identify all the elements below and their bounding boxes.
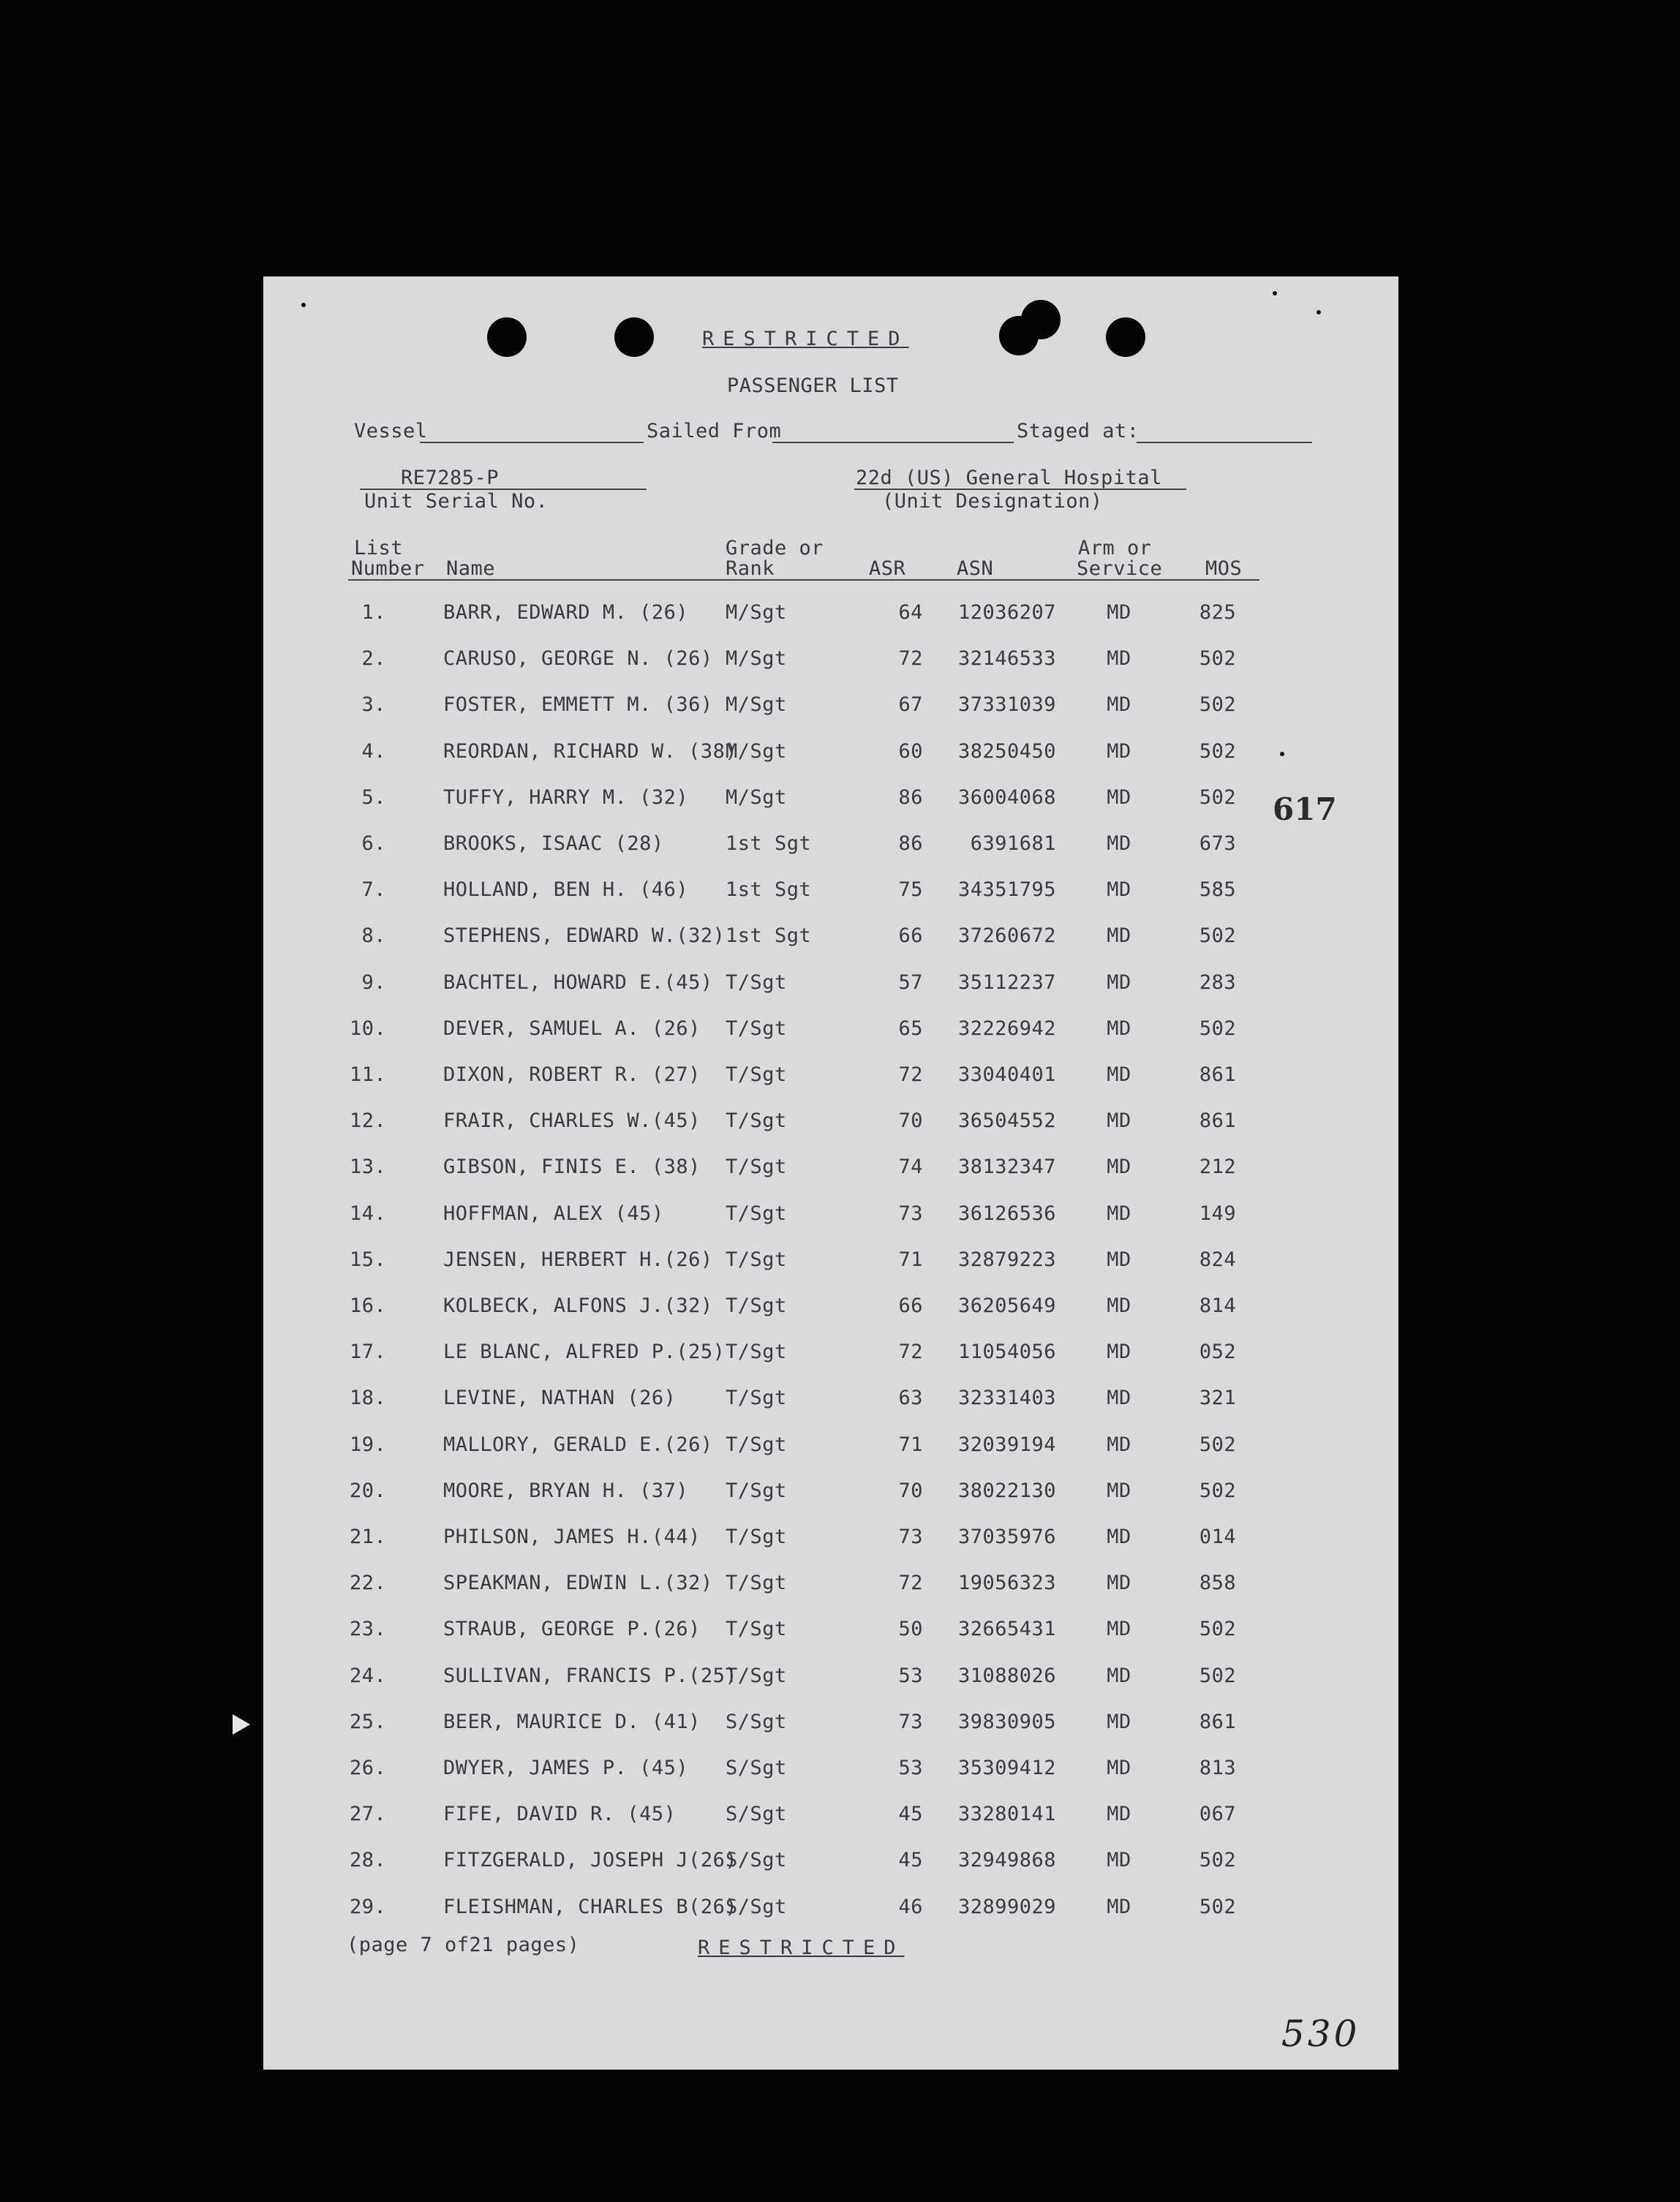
- row-name: BACHTEL, HOWARD E.(45): [443, 970, 713, 994]
- row-asn: 33280141: [957, 1803, 1056, 1826]
- row-arm: MD: [1107, 785, 1131, 809]
- row-asr: 64: [898, 601, 923, 624]
- punch-hole: [1021, 300, 1061, 339]
- row-name: MALLORY, GERALD E.(26): [443, 1433, 713, 1456]
- row-name: DWYER, JAMES P. (45): [443, 1757, 689, 1779]
- row-name: JENSEN, HERBERT H.(26): [443, 1248, 713, 1271]
- row-grade: T/Sgt: [726, 1063, 787, 1086]
- row-mos: 502: [1199, 1618, 1237, 1641]
- unit-serial-value: RE7285-P: [401, 467, 500, 489]
- table-row: [263, 1896, 1398, 1925]
- row-number: 10.: [350, 1017, 387, 1040]
- row-mos: 502: [1199, 647, 1237, 671]
- classification-header: RESTRICTED: [702, 328, 909, 350]
- row-asn: 32665431: [957, 1618, 1056, 1641]
- row-mos: 824: [1199, 1248, 1237, 1271]
- row-grade: S/Sgt: [726, 1710, 787, 1733]
- row-asr: 45: [898, 1849, 923, 1872]
- row-mos: 585: [1199, 878, 1237, 902]
- row-asn: 39830905: [957, 1710, 1056, 1733]
- row-number: 2.: [361, 647, 386, 671]
- row-mos: 283: [1199, 970, 1237, 994]
- row-name: KOLBECK, ALFONS J.(32): [443, 1294, 713, 1317]
- row-asn: 11054056: [957, 1341, 1056, 1364]
- classification-footer: RESTRICTED: [698, 1937, 905, 1959]
- row-number: 5.: [361, 785, 386, 809]
- row-arm: MD: [1107, 1248, 1131, 1271]
- row-asr: 60: [898, 739, 923, 763]
- table-row: [263, 971, 1398, 1000]
- row-name: HOLLAND, BEN H. (46): [443, 878, 689, 902]
- col-grade: Grade or: [726, 537, 824, 559]
- row-name: MOORE, BRYAN H. (37): [443, 1479, 689, 1502]
- row-number: 17.: [350, 1341, 387, 1364]
- page-tab-marker: [233, 1714, 250, 1735]
- row-asn: 34351795: [957, 878, 1056, 902]
- table-row: [263, 924, 1398, 954]
- unit-serial-label: Unit Serial No.: [364, 490, 549, 513]
- row-name: REORDAN, RICHARD W. (38): [443, 739, 738, 763]
- row-grade: M/Sgt: [726, 647, 787, 671]
- row-number: 4.: [361, 739, 386, 763]
- row-name: FITZGERALD, JOSEPH J(26): [443, 1849, 738, 1872]
- row-number: 8.: [361, 924, 386, 948]
- speck: [1316, 310, 1321, 314]
- row-mos: 212: [1199, 1155, 1237, 1179]
- row-name: SULLIVAN, FRANCIS P.(25): [443, 1664, 738, 1687]
- row-mos: 814: [1199, 1294, 1237, 1317]
- table-row: [263, 647, 1398, 676]
- punch-hole: [487, 317, 527, 357]
- row-grade: M/Sgt: [726, 601, 787, 624]
- row-grade: M/Sgt: [726, 693, 787, 717]
- table-row: [263, 1711, 1398, 1740]
- row-name: BARR, EDWARD M. (26): [443, 601, 689, 624]
- stamp-number: 617: [1273, 791, 1337, 827]
- row-asr: 70: [898, 1109, 923, 1133]
- row-asr: 73: [898, 1526, 923, 1548]
- row-grade: M/Sgt: [726, 785, 787, 809]
- row-arm: MD: [1107, 1063, 1131, 1086]
- row-arm: MD: [1107, 1710, 1131, 1733]
- row-asr: 66: [898, 924, 923, 948]
- table-row: [263, 1063, 1398, 1093]
- row-name: TUFFY, HARRY M. (32): [443, 785, 689, 809]
- row-arm: MD: [1107, 1618, 1131, 1641]
- row-asr: 74: [898, 1155, 923, 1179]
- table-row: [263, 1479, 1398, 1509]
- row-name: FRAIR, CHARLES W.(45): [443, 1109, 701, 1133]
- row-grade: T/Sgt: [726, 1017, 787, 1040]
- row-mos: 502: [1199, 739, 1237, 763]
- row-name: FLEISHMAN, CHARLES B(26): [443, 1895, 738, 1918]
- row-arm: MD: [1107, 1664, 1131, 1687]
- table-row: [263, 1803, 1398, 1832]
- row-grade: T/Sgt: [726, 1618, 787, 1641]
- row-arm: MD: [1107, 1202, 1131, 1225]
- row-name: CARUSO, GEORGE N. (26): [443, 647, 713, 671]
- row-number: 22.: [350, 1572, 387, 1595]
- punch-hole: [1106, 317, 1145, 357]
- table-row: [263, 1757, 1398, 1786]
- row-grade: T/Sgt: [726, 1572, 787, 1595]
- row-asn: 36504552: [957, 1109, 1056, 1133]
- row-mos: 502: [1199, 1849, 1237, 1872]
- row-asr: 45: [898, 1803, 923, 1826]
- speck: [301, 303, 306, 307]
- row-grade: T/Sgt: [726, 1155, 787, 1179]
- row-name: BROOKS, ISAAC (28): [443, 832, 664, 855]
- row-arm: MD: [1107, 739, 1131, 763]
- staged-at-label: Staged at:: [1017, 420, 1140, 442]
- punch-hole: [614, 317, 654, 357]
- row-name: FIFE, DAVID R. (45): [443, 1803, 677, 1826]
- row-grade: T/Sgt: [726, 1387, 787, 1410]
- header-rule: [348, 579, 1259, 581]
- row-arm: MD: [1107, 1294, 1131, 1317]
- table-row: [263, 832, 1398, 861]
- row-number: 12.: [350, 1109, 387, 1133]
- staged-at-line: [1137, 442, 1312, 443]
- row-asr: 72: [898, 1063, 923, 1086]
- row-asr: 71: [898, 1248, 923, 1271]
- row-asn: 38022130: [957, 1479, 1056, 1502]
- row-arm: MD: [1107, 832, 1131, 855]
- row-arm: MD: [1107, 1341, 1131, 1364]
- row-number: 26.: [350, 1757, 387, 1779]
- row-number: 20.: [350, 1479, 387, 1502]
- row-asr: 46: [898, 1895, 923, 1918]
- row-asr: 72: [898, 1341, 923, 1364]
- unit-designation-label: (Unit Designation): [882, 490, 1103, 513]
- row-asn: 38132347: [957, 1155, 1056, 1179]
- col-rank: Rank: [726, 557, 775, 580]
- col-mos: MOS: [1205, 557, 1243, 580]
- row-asn: 12036207: [957, 601, 1056, 624]
- table-row: [263, 1341, 1398, 1370]
- row-number: 28.: [350, 1849, 387, 1872]
- row-asn: 36004068: [957, 785, 1056, 809]
- table-row: [263, 1433, 1398, 1463]
- row-mos: 502: [1199, 785, 1237, 809]
- row-arm: MD: [1107, 1433, 1131, 1456]
- row-mos: 502: [1199, 924, 1237, 948]
- col-asn: ASN: [957, 557, 994, 580]
- row-arm: MD: [1107, 601, 1131, 624]
- row-name: STRAUB, GEORGE P.(26): [443, 1618, 701, 1641]
- row-name: HOFFMAN, ALEX (45): [443, 1202, 664, 1225]
- row-number: 24.: [350, 1664, 387, 1687]
- row-arm: MD: [1107, 1849, 1131, 1872]
- row-number: 13.: [350, 1155, 387, 1179]
- row-asr: 86: [898, 785, 923, 809]
- row-arm: MD: [1107, 693, 1131, 717]
- row-arm: MD: [1107, 1757, 1131, 1779]
- row-asn: 35112237: [957, 970, 1056, 994]
- table-row: [263, 740, 1398, 769]
- row-name: SPEAKMAN, EDWIN L.(32): [443, 1572, 713, 1595]
- table-row: [263, 1572, 1398, 1601]
- row-asr: 66: [898, 1294, 923, 1317]
- row-name: DIXON, ROBERT R. (27): [443, 1063, 701, 1086]
- row-mos: 502: [1199, 1433, 1237, 1456]
- row-asr: 63: [898, 1387, 923, 1410]
- row-grade: T/Sgt: [726, 970, 787, 994]
- row-asr: 67: [898, 693, 923, 717]
- row-arm: MD: [1107, 1109, 1131, 1133]
- row-grade: 1st Sgt: [726, 878, 812, 902]
- row-asr: 71: [898, 1433, 923, 1456]
- unit-designation-value: 22d (US) General Hospital: [856, 467, 1162, 489]
- table-row: [263, 1526, 1398, 1555]
- row-number: 15.: [350, 1248, 387, 1271]
- row-number: 7.: [361, 878, 386, 902]
- row-number: 6.: [361, 832, 386, 855]
- row-asn: 32146533: [957, 647, 1056, 671]
- row-number: 21.: [350, 1526, 387, 1548]
- row-asn: 33040401: [957, 1063, 1056, 1086]
- row-asn: 19056323: [957, 1572, 1056, 1595]
- sailed-from-label: Sailed From: [647, 420, 782, 442]
- row-asn: 32226942: [957, 1017, 1056, 1040]
- row-mos: 861: [1199, 1063, 1237, 1086]
- row-mos: 052: [1199, 1341, 1237, 1364]
- row-asn: 32899029: [957, 1895, 1056, 1918]
- row-name: FOSTER, EMMETT M. (36): [443, 693, 713, 717]
- row-arm: MD: [1107, 1526, 1131, 1548]
- row-arm: MD: [1107, 1895, 1131, 1918]
- table-row: [263, 1155, 1398, 1185]
- row-grade: T/Sgt: [726, 1433, 787, 1456]
- row-name: LE BLANC, ALFRED P.(25): [443, 1341, 726, 1364]
- table-row: [263, 1664, 1398, 1694]
- row-asn: 32879223: [957, 1248, 1056, 1271]
- row-grade: 1st Sgt: [726, 832, 812, 855]
- row-number: 25.: [350, 1710, 387, 1733]
- row-asn: 38250450: [957, 739, 1056, 763]
- row-mos: 149: [1199, 1202, 1237, 1225]
- vessel-line: [420, 442, 644, 443]
- table-row: [263, 1109, 1398, 1139]
- row-asn: 32331403: [957, 1387, 1056, 1410]
- table-row: [263, 1618, 1398, 1647]
- row-number: 16.: [350, 1294, 387, 1317]
- row-mos: 014: [1199, 1526, 1237, 1548]
- row-arm: MD: [1107, 1479, 1131, 1502]
- row-asr: 70: [898, 1479, 923, 1502]
- col-arm: Arm or: [1078, 537, 1152, 559]
- row-asn: 36126536: [957, 1202, 1056, 1225]
- row-mos: 502: [1199, 1664, 1237, 1687]
- row-asr: 73: [898, 1202, 923, 1225]
- row-arm: MD: [1107, 1572, 1131, 1595]
- row-arm: MD: [1107, 1387, 1131, 1410]
- row-name: DEVER, SAMUEL A. (26): [443, 1017, 701, 1040]
- vessel-label: Vessel: [354, 420, 428, 442]
- row-asn: 32949868: [957, 1849, 1056, 1872]
- row-name: PHILSON, JAMES H.(44): [443, 1526, 701, 1548]
- row-arm: MD: [1107, 647, 1131, 671]
- row-number: 3.: [361, 693, 386, 717]
- handwritten-number: 530: [1281, 2013, 1360, 2055]
- row-number: 27.: [350, 1803, 387, 1826]
- document-title: PASSENGER LIST: [727, 374, 899, 397]
- row-asr: 72: [898, 1572, 923, 1595]
- row-arm: MD: [1107, 878, 1131, 902]
- row-grade: M/Sgt: [726, 739, 787, 763]
- row-asr: 72: [898, 647, 923, 671]
- col-number: Number: [351, 557, 425, 580]
- col-name: Name: [446, 557, 496, 580]
- row-asr: 73: [898, 1710, 923, 1733]
- row-grade: S/Sgt: [726, 1849, 787, 1872]
- sailed-from-line: [772, 442, 1014, 443]
- table-row: [263, 1202, 1398, 1232]
- row-asn: 35309412: [957, 1757, 1056, 1779]
- table-row: [263, 693, 1398, 723]
- row-arm: MD: [1107, 1155, 1131, 1179]
- row-asr: 57: [898, 970, 923, 994]
- row-grade: S/Sgt: [726, 1757, 787, 1779]
- row-mos: 502: [1199, 1479, 1237, 1502]
- row-grade: 1st Sgt: [726, 924, 812, 948]
- row-mos: 861: [1199, 1109, 1237, 1133]
- row-number: 9.: [361, 970, 386, 994]
- table-row: [263, 878, 1398, 908]
- table-row: [263, 1849, 1398, 1878]
- row-number: 18.: [350, 1387, 387, 1410]
- table-row: [263, 1017, 1398, 1047]
- row-asn: 37035976: [957, 1526, 1056, 1548]
- row-mos: 067: [1199, 1803, 1237, 1826]
- page-note: (page 7 of21 pages): [347, 1934, 580, 1956]
- row-mos: 861: [1199, 1710, 1237, 1733]
- row-mos: 502: [1199, 693, 1237, 717]
- speck: [1273, 291, 1277, 295]
- row-number: 23.: [350, 1618, 387, 1641]
- row-grade: S/Sgt: [726, 1803, 787, 1826]
- row-name: BEER, MAURICE D. (41): [443, 1710, 701, 1733]
- row-asr: 75: [898, 878, 923, 902]
- table-row: [263, 1248, 1398, 1278]
- table-row: [263, 1294, 1398, 1324]
- col-asr: ASR: [869, 557, 906, 580]
- row-number: 29.: [350, 1895, 387, 1918]
- row-grade: T/Sgt: [726, 1109, 787, 1133]
- row-mos: 502: [1199, 1895, 1237, 1918]
- table-row: [263, 786, 1398, 815]
- row-arm: MD: [1107, 970, 1131, 994]
- row-asn: 37331039: [957, 693, 1056, 717]
- row-asn: 32039194: [957, 1433, 1056, 1456]
- row-asn: 6391681: [970, 832, 1056, 855]
- col-service: Service: [1077, 557, 1163, 580]
- row-asr: 53: [898, 1757, 923, 1779]
- row-grade: T/Sgt: [726, 1248, 787, 1271]
- row-name: GIBSON, FINIS E. (38): [443, 1155, 701, 1179]
- row-mos: 673: [1199, 832, 1237, 855]
- row-name: LEVINE, NATHAN (26): [443, 1387, 677, 1410]
- document-page: [263, 276, 1398, 2070]
- row-arm: MD: [1107, 1803, 1131, 1826]
- table-row: [263, 601, 1398, 630]
- row-mos: 813: [1199, 1757, 1237, 1779]
- row-grade: T/Sgt: [726, 1526, 787, 1548]
- row-mos: 825: [1199, 601, 1237, 624]
- row-number: 19.: [350, 1433, 387, 1456]
- row-mos: 321: [1199, 1387, 1237, 1410]
- table-row: [263, 1387, 1398, 1416]
- row-grade: T/Sgt: [726, 1479, 787, 1502]
- row-number: 11.: [350, 1063, 387, 1086]
- row-grade: T/Sgt: [726, 1664, 787, 1687]
- row-asn: 36205649: [957, 1294, 1056, 1317]
- row-number: 14.: [350, 1202, 387, 1225]
- row-asn: 37260672: [957, 924, 1056, 948]
- row-grade: S/Sgt: [726, 1895, 787, 1918]
- row-mos: 502: [1199, 1017, 1237, 1040]
- row-asr: 86: [898, 832, 923, 855]
- row-asn: 31088026: [957, 1664, 1056, 1687]
- row-number: 1.: [361, 601, 386, 624]
- row-grade: T/Sgt: [726, 1341, 787, 1364]
- row-grade: T/Sgt: [726, 1294, 787, 1317]
- row-grade: T/Sgt: [726, 1202, 787, 1225]
- row-mos: 858: [1199, 1572, 1237, 1595]
- row-arm: MD: [1107, 924, 1131, 948]
- row-asr: 50: [898, 1618, 923, 1641]
- row-asr: 65: [898, 1017, 923, 1040]
- row-name: STEPHENS, EDWARD W.(32): [443, 924, 726, 948]
- row-asr: 53: [898, 1664, 923, 1687]
- col-list: List: [354, 537, 404, 559]
- row-arm: MD: [1107, 1017, 1131, 1040]
